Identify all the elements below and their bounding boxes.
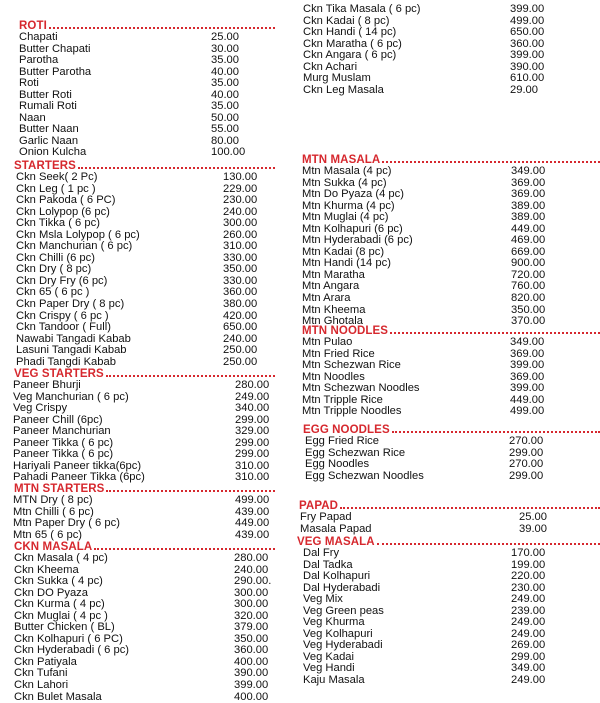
item-price: 399.00: [510, 382, 545, 395]
item-name: Mtn Khurma (4 pc): [302, 199, 395, 212]
item-name: Ckn Kolhapuri ( 6 PC): [14, 632, 123, 645]
item-name: Ckn Bulet Masala: [14, 690, 102, 703]
item-name: Parotha: [19, 54, 59, 67]
menu-section-veg-masala: [296, 536, 600, 687]
item-name: Mtn Angara: [302, 280, 360, 293]
item-price: 439.00: [235, 528, 270, 541]
item-price: 449.00: [511, 222, 546, 235]
menu-item: [0, 403, 275, 415]
item-price: 369.00: [511, 188, 546, 201]
menu-section-starters: [0, 160, 275, 368]
item-name: Ckn Tikka ( 6 pc): [16, 217, 100, 230]
item-name: Paneer Chill (6pc): [13, 413, 103, 426]
item-price: 300.00: [234, 598, 269, 611]
item-price: 400.00: [234, 655, 269, 668]
item-price: 130.00: [223, 171, 258, 183]
section-title: VEG STARTERS: [14, 368, 104, 380]
menu-item: [0, 599, 275, 611]
item-price: 310.00: [235, 471, 270, 484]
item-name: Mtn Kolhapuri (6 pc): [302, 222, 403, 235]
item-price: 300.00: [234, 586, 269, 599]
menu-section-mtn-noodles: [296, 325, 600, 418]
item-name: Mtn Tripple Rice: [302, 393, 383, 406]
item-price: 250.00: [223, 344, 258, 357]
item-price: 499.00: [510, 14, 545, 27]
item-price: 449.00: [510, 393, 545, 406]
item-price: 360.00: [510, 37, 545, 50]
item-price: 369.00: [510, 370, 545, 383]
item-price: 400.00: [234, 690, 269, 703]
menu-item: [0, 576, 275, 588]
item-name: Ckn Kheema: [14, 563, 79, 576]
item-name: Butter Roti: [19, 88, 72, 101]
item-name: Garlic Naan: [19, 134, 79, 147]
item-price: 330.00: [223, 274, 258, 287]
item-name: Mtn Chilli ( 6 pc): [13, 505, 94, 518]
item-name: Mtn Masala (4 pc): [302, 165, 392, 177]
menu-item: [0, 55, 275, 67]
menu-item: [296, 512, 600, 524]
item-price: 900.00: [511, 257, 546, 270]
item-name: Mtn 65 ( 6 pc): [13, 528, 83, 541]
item-name: Paneer Tikka ( 6 pc): [13, 448, 114, 461]
section-divider: [377, 543, 600, 545]
item-price: 360.00: [223, 286, 258, 299]
item-name: Egg Fried Rice: [305, 435, 379, 447]
item-name: Ckn Muglai ( 4 pc ): [14, 609, 108, 622]
item-price: 299.00: [235, 436, 270, 449]
item-name: Mtn Ghotala: [302, 315, 363, 328]
item-name: Ckn Leg Masala: [303, 83, 384, 96]
item-name: Veg Handi: [303, 662, 355, 675]
item-name: Ckn Paper Dry ( 8 pc): [16, 298, 125, 311]
item-price: 290.00.: [234, 575, 272, 588]
item-name: Egg Schezwan Rice: [305, 446, 406, 459]
item-price: 390.00: [510, 60, 545, 73]
menu-item: [296, 27, 600, 39]
section-title: MTN STARTERS: [14, 483, 105, 495]
menu-item: [296, 360, 600, 372]
item-name: Mtn Arara: [302, 292, 351, 305]
item-price: 820.00: [511, 292, 546, 305]
item-price: 499.00: [235, 494, 270, 506]
menu-section-roti: [0, 20, 275, 159]
section-title: CKN MASALA: [14, 541, 93, 553]
section-title: MTN MASALA: [302, 154, 381, 166]
section-title: VEG MASALA: [297, 536, 375, 548]
item-name: Mtn Maratha: [302, 268, 365, 281]
menu-item: [0, 380, 275, 392]
item-price: 35.00: [211, 100, 239, 113]
section-divider: [49, 27, 275, 29]
menu-section-egg-noodles: [296, 424, 600, 482]
item-price: 239.00: [511, 604, 546, 617]
item-name: Ckn Dry ( 8 pc): [16, 263, 92, 276]
item-price: 229.00: [223, 182, 258, 195]
item-price: 250.00: [223, 355, 258, 368]
item-name: Veg Green peas: [303, 604, 384, 617]
item-name: Veg Manchurian ( 6 pc): [13, 390, 129, 403]
menu-section-veg-starters: [0, 368, 275, 484]
menu-item: [0, 495, 275, 507]
item-name: Paneer Tikka ( 6 pc): [13, 436, 114, 449]
item-name: Roti: [19, 77, 39, 90]
item-name: Mtn Kadai (8 pc): [302, 245, 385, 258]
item-price: 349.00: [511, 662, 546, 675]
menu-item: [296, 471, 600, 483]
item-price: 350.00: [234, 632, 269, 645]
item-name: Dal Hyderabadi: [303, 581, 381, 594]
item-name: Butter Chicken ( BL): [14, 621, 115, 634]
menu-section-mtn-starters: [0, 483, 275, 541]
item-price: 449.00: [235, 517, 270, 530]
item-name: Ckn Hyderabadi ( 6 pc): [14, 644, 130, 657]
item-name: Ckn Angara ( 6 pc): [303, 49, 397, 62]
item-price: 389.00: [511, 199, 546, 212]
menu-item: [296, 337, 600, 349]
menu-item: [296, 166, 600, 178]
menu-item: [0, 218, 275, 230]
item-price: 240.00: [223, 332, 258, 345]
item-price: 240.00: [234, 563, 269, 576]
menu-item: [0, 195, 275, 207]
menu-item: [0, 553, 275, 565]
menu-item: [296, 436, 600, 448]
menu-item: [0, 357, 275, 369]
item-name: Pahadi Paneer Tikka (6pc): [13, 471, 145, 484]
item-price: 379.00: [234, 621, 269, 634]
item-name: Butter Parotha: [19, 65, 92, 78]
item-price: 349.00: [511, 165, 546, 177]
item-name: Mtn Pulao: [302, 336, 353, 348]
item-name: Ckn Chilli (6 pc): [16, 251, 95, 264]
item-price: 30.00: [211, 42, 239, 55]
section-divider: [78, 167, 275, 169]
item-name: Egg Schezwan Noodles: [305, 469, 424, 482]
item-price: 249.00: [511, 616, 546, 629]
item-price: 230.00: [511, 581, 546, 594]
menu-item: [0, 692, 275, 703]
section-divider: [390, 332, 600, 334]
menu-item: [296, 85, 600, 97]
item-price: 349.00: [510, 336, 545, 348]
item-price: 40.00: [211, 65, 239, 78]
item-price: 329.00: [235, 425, 270, 438]
item-price: 220.00: [511, 570, 546, 583]
item-name: Ckn Lolypop (6 pc): [16, 205, 110, 218]
item-name: Mtn Schezwan Noodles: [302, 382, 420, 395]
menu-item: [0, 518, 275, 530]
item-price: 55.00: [211, 123, 239, 136]
section-title: ROTI: [19, 20, 47, 32]
item-name: Murg Muslam: [303, 72, 371, 85]
item-price: 350.00: [223, 263, 258, 276]
item-price: 35.00: [211, 77, 239, 90]
item-name: Ckn Crispy ( 6 pc ): [16, 309, 109, 322]
item-name: Lasuni Tangadi Kabab: [16, 344, 127, 357]
item-name: Butter Chapati: [19, 42, 91, 55]
item-price: 299.00: [235, 413, 270, 426]
menu-item: [296, 383, 600, 395]
item-name: Ckn Pakoda ( 6 PC): [16, 194, 116, 207]
item-name: Veg Kolhapuri: [303, 627, 373, 640]
item-name: Dal Fry: [303, 547, 340, 559]
item-name: Kaju Masala: [303, 674, 365, 687]
section-title: PAPAD: [299, 500, 339, 512]
item-name: Ckn DO Pyaza: [14, 586, 88, 599]
item-price: 299.00: [509, 446, 544, 459]
item-price: 270.00: [509, 435, 544, 447]
item-name: Ckn Seek( 2 Pc): [16, 171, 98, 183]
item-name: Naan: [19, 111, 46, 124]
item-name: Ckn Leg ( 1 pc ): [16, 182, 96, 195]
item-price: 380.00: [223, 298, 258, 311]
item-name: Ckn Dry Fry (6 pc): [16, 274, 108, 287]
item-name: Veg Kadai: [303, 650, 355, 663]
item-price: 469.00: [511, 234, 546, 247]
menu-item: [296, 594, 600, 606]
item-price: 399.00: [234, 679, 269, 692]
menu-item: [0, 172, 275, 184]
menu-section-continued: [296, 4, 600, 96]
menu-item: [296, 459, 600, 471]
item-price: 25.00: [211, 31, 239, 43]
item-price: 399.00: [510, 359, 545, 372]
item-name: Ckn Kadai ( 8 pc): [303, 14, 390, 27]
item-name: Mtn Handi (14 pc): [302, 257, 391, 270]
item-price: 100.00: [211, 146, 246, 159]
item-price: 280.00: [234, 552, 269, 564]
item-price: 369.00: [510, 347, 545, 360]
menu-item: [296, 524, 600, 536]
item-name: Ckn Tika Masala ( 6 pc): [303, 3, 421, 15]
item-price: 340.00: [235, 402, 270, 415]
item-name: Paneer Bhurji: [13, 379, 81, 391]
item-name: Veg Hyderabadi: [303, 639, 383, 652]
item-price: 330.00: [223, 251, 258, 264]
item-name: MTN Dry ( 8 pc): [13, 494, 93, 506]
item-name: Ckn Tandoor ( Full): [16, 321, 111, 334]
item-name: Nawabi Tangadi Kabab: [16, 332, 131, 345]
item-price: 260.00: [223, 228, 258, 241]
item-price: 249.00: [235, 390, 270, 403]
item-price: 420.00: [223, 309, 258, 322]
item-price: 300.00: [223, 217, 258, 230]
item-price: 669.00: [511, 245, 546, 258]
item-name: Rumali Roti: [19, 100, 77, 113]
item-price: 299.00: [509, 469, 544, 482]
item-price: 249.00: [511, 593, 546, 606]
section-heading: [296, 536, 600, 548]
menu-item: [0, 299, 275, 311]
item-price: 29.00: [510, 83, 538, 96]
item-name: Dal Kolhapuri: [303, 570, 371, 583]
item-price: 230.00: [223, 194, 258, 207]
section-divider: [382, 161, 600, 163]
item-price: 40.00: [211, 88, 239, 101]
item-price: 320.00: [234, 609, 269, 622]
section-title: EGG NOODLES: [303, 424, 390, 436]
item-price: 370.00: [511, 315, 546, 328]
item-price: 35.00: [211, 54, 239, 67]
item-name: Ckn 65 ( 6 pc ): [16, 286, 90, 299]
item-price: 369.00: [511, 176, 546, 189]
item-price: 50.00: [211, 111, 239, 124]
item-name: Masala Papad: [300, 522, 372, 535]
menu-section-papad: [296, 500, 600, 535]
section-divider: [106, 490, 275, 492]
item-name: Ckn Tufani: [14, 667, 68, 680]
item-name: Mtn Noodles: [302, 370, 365, 383]
item-price: 720.00: [511, 268, 546, 281]
menu-item: [0, 322, 275, 334]
menu-item: [0, 147, 275, 159]
item-price: 439.00: [235, 505, 270, 518]
item-name: Egg Noodles: [305, 458, 370, 471]
section-title: STARTERS: [14, 160, 76, 172]
menu-item: [0, 530, 275, 542]
menu-item: [296, 50, 600, 62]
item-name: Chapati: [19, 31, 58, 43]
item-name: Mtn Tripple Noodles: [302, 405, 402, 418]
item-name: Ckn Handi ( 14 pc): [303, 26, 397, 39]
item-price: 389.00: [511, 211, 546, 224]
item-price: 199.00: [511, 558, 546, 571]
item-price: 39.00: [519, 522, 547, 535]
item-name: Mtn Kheema: [302, 303, 366, 316]
item-price: 650.00: [510, 26, 545, 39]
item-price: 310.00: [235, 459, 270, 472]
item-name: Ckn Kurma ( 4 pc): [14, 598, 105, 611]
item-name: Butter Naan: [19, 123, 79, 136]
menu-item: [0, 680, 275, 692]
section-divider: [392, 431, 600, 433]
item-name: Veg Crispy: [13, 402, 68, 415]
item-name: Mtn Paper Dry ( 6 pc): [13, 517, 120, 530]
menu-item: [296, 293, 600, 305]
item-name: Mtn Fried Rice: [302, 347, 375, 360]
item-price: 499.00: [510, 405, 545, 418]
section-title: MTN NOODLES: [302, 325, 389, 337]
item-name: Mtn Muglai (4 pc): [302, 211, 389, 224]
item-price: 299.00: [511, 650, 546, 663]
item-name: Paneer Manchurian: [13, 425, 111, 438]
item-price: 269.00: [511, 639, 546, 652]
menu-section-mtn-masala: [296, 154, 600, 328]
menu-item: [296, 571, 600, 583]
item-price: 280.00: [235, 379, 270, 391]
item-price: 399.00: [510, 3, 545, 15]
item-price: 249.00: [511, 674, 546, 687]
item-name: Mtn Do Pyaza (4 pc): [302, 188, 404, 201]
item-price: 299.00: [235, 448, 270, 461]
item-name: Ckn Maratha ( 6 pc): [303, 37, 402, 50]
menu-item: [0, 32, 275, 44]
menu-section-ckn-masala: [0, 541, 275, 703]
item-price: 360.00: [234, 644, 269, 657]
item-name: Fry Papad: [300, 511, 352, 523]
item-name: Ckn Msla Lolypop ( 6 pc): [16, 228, 140, 241]
item-name: Mtn Schezwan Rice: [302, 359, 401, 372]
item-price: 650.00: [223, 321, 258, 334]
item-name: Hariyali Paneer tikka(6pc): [13, 459, 142, 472]
menu-item: [296, 4, 600, 16]
item-name: Mtn Hyderabadi (6 pc): [302, 234, 413, 247]
item-name: Ckn Manchurian ( 6 pc): [16, 240, 133, 253]
item-name: Ckn Patiyala: [14, 655, 77, 668]
item-name: Phadi Tangdi Kabab: [16, 355, 116, 368]
item-price: 25.00: [519, 511, 547, 523]
section-divider: [340, 507, 600, 509]
item-name: Ckn Masala ( 4 pc): [14, 552, 108, 564]
section-divider: [106, 375, 275, 377]
menu-item: [296, 406, 600, 418]
item-name: Veg Khurma: [303, 616, 365, 629]
item-name: Ckn Lahori: [14, 679, 69, 692]
item-price: 399.00: [510, 49, 545, 62]
item-name: Veg Mix: [303, 593, 343, 606]
item-price: 270.00: [509, 458, 544, 471]
item-price: 170.00: [511, 547, 546, 559]
item-price: 240.00: [223, 205, 258, 218]
item-price: 390.00: [234, 667, 269, 680]
section-divider: [94, 548, 275, 550]
item-name: Mtn Sukka (4 pc): [302, 176, 387, 189]
item-price: 310.00: [223, 240, 258, 253]
item-name: Dal Tadka: [303, 558, 353, 571]
item-name: Ckn Sukka ( 4 pc): [14, 575, 103, 588]
menu-item: [0, 426, 275, 438]
menu-item: [296, 189, 600, 201]
item-price: 760.00: [511, 280, 546, 293]
menu-item: [0, 78, 275, 90]
item-name: Onion Kulcha: [19, 146, 87, 159]
item-price: 350.00: [511, 303, 546, 316]
item-price: 610.00: [510, 72, 545, 85]
menu-item: [296, 212, 600, 224]
menu-item: [296, 548, 600, 560]
item-price: 249.00: [511, 627, 546, 640]
item-price: 80.00: [211, 134, 239, 147]
menu-item: [296, 675, 600, 687]
item-name: Ckn Achari: [303, 60, 358, 73]
